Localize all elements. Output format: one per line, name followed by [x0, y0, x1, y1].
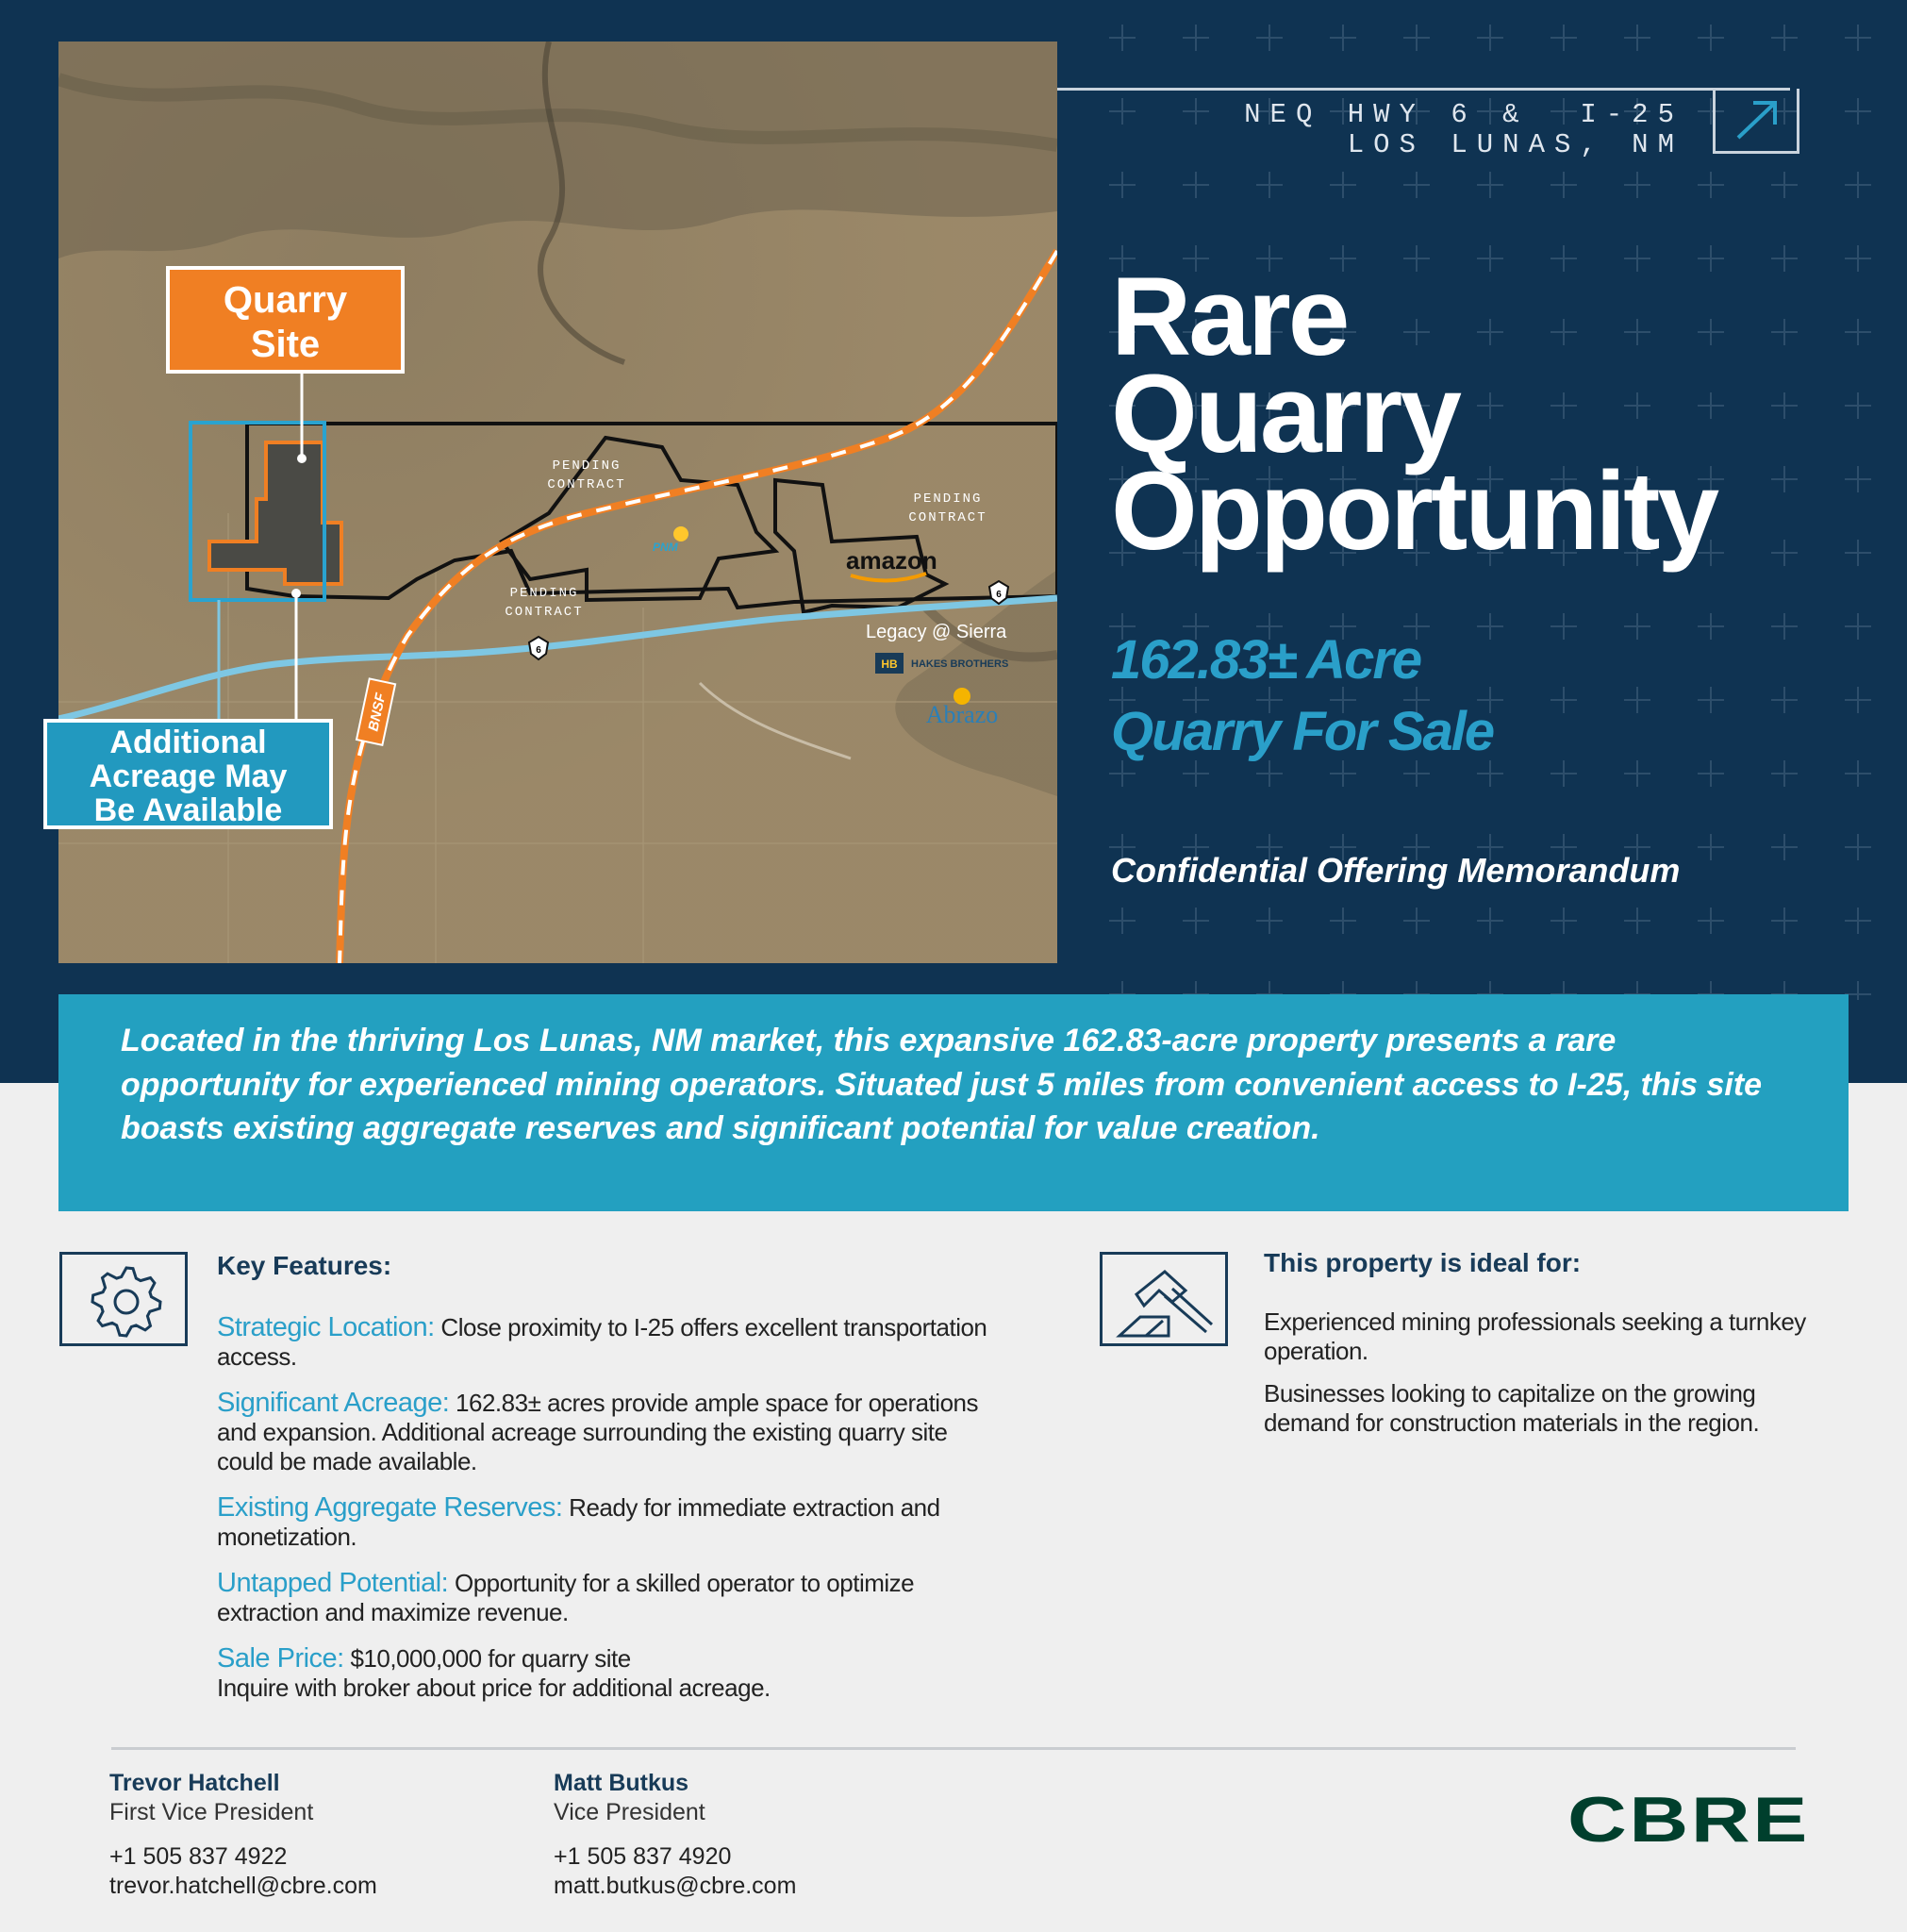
key-features-list: [217, 1313, 1009, 1720]
contact-title: Vice President: [554, 1799, 705, 1825]
shield-label-a: 6: [536, 645, 541, 656]
contact-matt: [554, 1769, 796, 1901]
pnm-logo: PNM: [653, 541, 678, 554]
page-title: Rare Quarry Opportunity: [1111, 255, 1717, 574]
offering-memorandum-label: Confidential Offering Memorandum: [1111, 851, 1681, 890]
amazon-logo: amazon: [846, 546, 937, 575]
pending-contract-label-3: PENDING CONTRACT: [505, 586, 584, 620]
page-subtitle: 162.83± Acre Quarry For Sale: [1111, 629, 1494, 762]
feature-item: Significant Acreage: 162.83± acres provide ample space for operations and expansion. Additional acreage surrounding the existing quarry site could be made available.: [217, 1388, 978, 1475]
ideal-item: Experienced mining professionals seeking a turnkey operation.: [1264, 1307, 1806, 1365]
pending-contract-label-2: PENDING CONTRACT: [908, 491, 987, 525]
quarry-site-callout: Quarry Site: [166, 266, 405, 374]
bnsf-label: BNSF: [365, 691, 390, 733]
contact-title: First Vice President: [109, 1799, 314, 1825]
intro-text: Located in the thriving Los Lunas, NM market, this expansive 162.83-acre property presents a rare opportunity for experienced mining operators. Situated just 5 miles from convenient access to I-25, this site boasts existing aggregate reserves and significant potential for value creation.: [121, 1023, 1763, 1146]
contact-email[interactable]: matt.butkus@cbre.com: [554, 1873, 797, 1899]
pnm-sun-icon: [673, 526, 688, 541]
property-address: [1169, 100, 1683, 160]
contact-name: Trevor Hatchell: [109, 1770, 280, 1796]
cbre-logo: CBRE: [1567, 1784, 1810, 1856]
contact-name: Matt Butkus: [554, 1770, 689, 1796]
additional-acreage-callout: Additional Acreage May Be Available: [43, 719, 333, 829]
contact-email[interactable]: trevor.hatchell@cbre.com: [109, 1873, 377, 1899]
feature-item: Untapped Potential: Opportunity for a skilled operator to optimize extraction and maximize revenue.: [217, 1568, 915, 1626]
arrow-up-right-icon[interactable]: [1713, 89, 1799, 154]
legacy-sierra-label: Legacy @ Sierra: [866, 622, 1007, 642]
shield-label-b: 6: [996, 590, 1002, 600]
abrazo-logo: Abrazo: [925, 701, 999, 728]
contact-phone[interactable]: +1 505 837 4922: [109, 1843, 288, 1870]
contact-trevor: [109, 1769, 377, 1901]
ideal-item: Businesses looking to capitalize on the growing demand for construction materials in the region.: [1264, 1379, 1760, 1437]
feature-item: Existing Aggregate Reserves: Ready for immediate extraction and monetization.: [217, 1492, 940, 1551]
hb-badge-label: HB: [881, 658, 898, 671]
ideal-for-list: [1264, 1307, 1811, 1451]
ideal-for-title: This property is ideal for:: [1264, 1248, 1582, 1277]
footer-rule: [111, 1747, 1796, 1750]
feature-item: Strategic Location: Close proximity to I-25 offers excellent transportation access.: [217, 1312, 987, 1371]
hakes-brothers-logo: HAKES BROTHERS: [911, 658, 1009, 670]
intro-banner: [58, 994, 1849, 1211]
key-features-title: Key Features:: [217, 1251, 392, 1280]
address-line-2: LOS LUNAS, NM: [1347, 129, 1683, 160]
gear-icon: [59, 1252, 188, 1346]
hammer-icon: [1100, 1252, 1228, 1346]
address-line-1: NEQ HWY 6 & I-25: [1244, 99, 1683, 130]
feature-item: Sale Price: $10,000,000 for quarry site Inquire with broker about price for additional acreage.: [217, 1643, 771, 1702]
contact-phone[interactable]: +1 505 837 4920: [554, 1843, 732, 1870]
pending-contract-label-1: PENDING CONTRACT: [547, 458, 626, 492]
